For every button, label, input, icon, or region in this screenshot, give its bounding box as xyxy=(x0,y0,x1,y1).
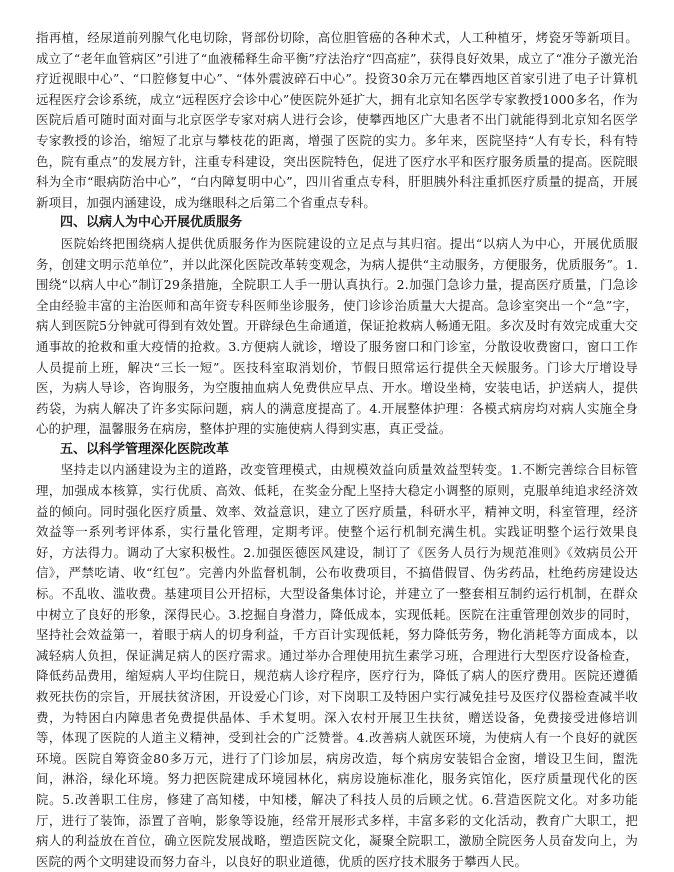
paragraph-scientific-management: 坚持走以内涵建设为主的道路，改变管理模式，由规模效益向质量效益型转变。1.不断完善综合目标管理，加强成本核算，实行优质、高效、低耗，在奖金分配上坚持大稳定小调整的原则，克服单纯追求经济效益的倾向。同时强化医疗质量、效率、效益意识，建立了医疗质量，科研水平，精神文明，科室管理，经济效益等一系列考评体系，实行量化管理，定期考评。使整个运行机制充满生机。实践证明整个运行效果良好，方法得力。调动了大家积极性。2.加强医德医风建设，制订了《医务人员行为规范准则》《效病员公开信》，严禁吃请、收“红包”。完善内外监督机制，公布收费项目，不搞借假冒、伪劣药品，杜绝药房建设达标。不乱收、滥收费。基建项目公开招标，大型设备集体讨论，并建立了一整套相互制约运行机制，在群众中树立了良好的形象，深得民心。3.挖掘自身潜力，降低成本，实现低耗。医院在注重管理创效步的同时，坚持社会效益第一，着眼于病人的切身利益，千方百计实现低耗，努力降低劳务，物化消耗等方面成本，以减轻病人负担，保证满足病人的医疗需求。通过举办合理使用抗生素学习班，合理进行大型医疗设备检查，降低药品费用，缩短病人平均住院日，规范病人诊疗程序，医疗行为，降低了病人的医疗费用。医院还遵循救死扶伤的宗旨，开展扶贫济困，开设爱心门诊，对下岗职工及特困户实行减免挂号及医疗仪器检查减半收费，为特困白内障患者免费提供晶体、手术复明。深入农村开展卫生扶贫，赠送设备，免费接受进修培训等，体现了医院的人道主义精神，受到社会的广泛赞誉。4.改善病人就医环境，为使病人有一个良好的就医环境。医院自筹资金80多万元，进行了门诊加层，病房改造，每个病房安装铝合金窗，增设卫生间，盥洗间，淋浴，绿化环境。努力把医院建成环境园林化，病房设施标准化，服务宾馆化，医疗质量现代化的医院。5.改善职工住房，修建了高知楼，中知楼，解决了科技人员的后顾之忧。6.营造医院文化。对多功能厅，进行了装饰，添置了音响，影象等设施，经常开展形式多样，丰富多彩的文化活动，教育广大职工，把病人的利益放在首位，确立医院发展战略，塑造医院文化，凝聚全院职工，激励全院医务人员奋发向上，为医院的两个文明建设而努力奋斗，以良好的职业道德，优质的医疗技术服务于攀西人民。 xyxy=(36,462,638,869)
paragraph-patient-centered-service: 医院始终把围绕病人提供优质服务作为医院建设的立足点与其归宿。提出“以病人为中心，开展优质服务，创建文明示范单位”，并以此深化医院改革转变观念，为病人提供“主动服务，方便服务，优质服务”。1.围绕“以病人中心”制订29条措施，全院职工人手一册认真执行。2.加强门急诊力量，提高医疗质量，门急诊全由经验丰富的主治医师和高年资专科医师坐诊服务，使门诊诊治质量大大提高。急诊室突出一个“急”字，病人到医院5分钟就可得到有效处置。开辟绿色生命通道，保证抢救病人畅通无阻。多次及时有效完成重大交通事故的抢救和重大疫情的抢救。3.方便病人就诊，增设了服务窗口和门诊室，分散设收费窗口，窗口工作人员提前上班，解决“三长一短”。医技科室取消划价，节假日照常运行提供全天候服务。门诊大厅增设导医，为病人导诊，咨询服务，为空腹抽血病人免费供应早点、开水。增设坐椅，安装电话，护送病人，提供药袋，为病人解决了许多实际问题，病人的满意度提高了。4.开展整体护理：各模式病房均对病人实施全身心的护理，温馨服务在病房，整体护理的实施使病人得到实惠，真正受益。 xyxy=(36,235,638,437)
section-heading-scientific-management: 五、以科学管理深化医院改革 xyxy=(60,441,230,457)
paragraph-continuation: 指再植，经尿道前列腺气化电切除，肾部份切除，高位胆管癌的各种术式，人工种植牙，烤瓷牙等新项目。成立了“老年血管病区”引进了“血液稀释生命平衡”疗法治疗“四高症”，获得良好效果，成立了“准分子激光治疗近视眼中心”、“口腔修复中心”、“体外震波碎石中心”。投资30余万元在攀西地区首家引进了电子计算机远程医疗会诊系统，成立“远程医疗会诊中心”使医院外延扩大，拥有北京知名医学专家教授1000多名，作为医院后盾可随时面对面与北京医学专家对病人进行会诊，使攀西地区广大患者不出门就能得到北京知名医学专家教授的诊治，缩短了北京与攀枝花的距离，增强了医院的实力。多年来，医院坚持“人有专长，科有特色，院有重点”的发展方针，注重专科建设，突出医院特色，促进了医疗水平和医疗服务质量的提高。医院眼科为全市“眼病防治中心”，“白内障复明中心”，四川省重点专科，肝胆胰外科注重抓医疗质量的提高，开展新项目，加强内涵建设，成为继眼科之后第二个省重点专科。 xyxy=(36,30,638,210)
document-page xyxy=(36,28,638,872)
section-heading-patient-centered-service: 四、以病人为中心开展优质服务 xyxy=(60,215,243,231)
